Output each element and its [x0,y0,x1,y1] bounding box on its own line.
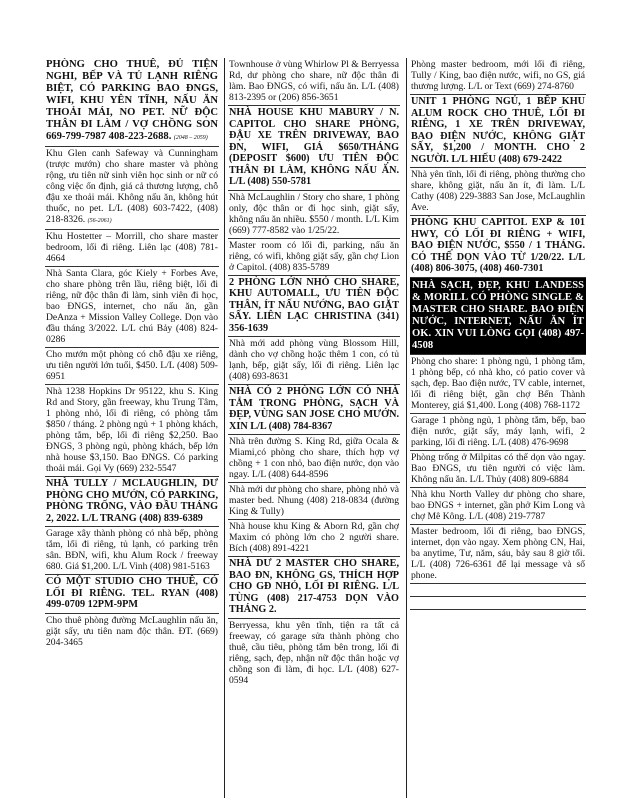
ad-item: Townhouse ở vùng Whirlow Pl & Berryessa Rd, dư phòng cho share, nữ độc thân đi làm. Bao ĐNGS, có wifi, nấu ăn. L/L (408) 813-2395 or (206) 856-3651 [229,59,399,103]
ad-item: Nhà house khu King & Aborn Rd, gần chợ Maxim có phòng lớn cho 2 người share. Bích (408) 891-4221 [229,521,399,554]
ad-item: UNIT 1 PHÒNG NGỦ, 1 BẾP KHU ALUM ROCK CHO THUÊ, LỐI ĐI RIÊNG, 1 XE TRÊN DRIVEWAY, BAO ĐIỆN NƯỚC, KHÔNG GIẶT SẤY, $1,200 / MONTH. CHO 2 NGƯỜI. L/L HIẾU (408) 679-2422 [410,94,586,167]
ad-item: Nhà Santa Clara, góc Kiely + Forbes Ave, cho share phòng trên lầu, riêng biệt, lối đi riêng, nữ độc thân đi làm, sinh viên đi học, bao ĐNGS, internet, cho nấu ăn, gần DeAnza + Mission Valley College. Dọn vào đầu tháng 3/2022. L/L chú Bảy (408) 824-0286 [46,268,218,345]
empty-slot [410,596,586,609]
ad-item: Nhà khu North Valley dư phòng cho share, bao ĐNGS + internet, gần phở Kim Long và chợ Mê Kông. L/L (408) 219-7787 [411,488,585,522]
ad-item: Nhà mới dư phòng cho share, phòng nhỏ và master bed. Nhung (408) 218-0834 (đường King & Tully) [229,484,399,517]
ad-item: NHÀ TULLY / MCLAUGHLIN, DƯ PHÒNG CHO MƯỚN, CÓ PARKING, PHÒNG TRỐNG, VÀO ĐẦU THÁNG 2, 2022. L/L TRANG (408) 839-6389 [45,476,219,526]
ad-item: PHÒNG KHU CAPITOL EXP & 101 HWY, CÓ LỐI ĐI RIÊNG + WIFI, BAO ĐIỆN NƯỚC, $550 / 1 THÁNG. CÓ THỂ DỌN VÀO TỪ 1/20/22. L/L (408) 806-3075, (408) 460-7301 [410,215,586,277]
empty-slot [410,583,586,596]
column-divider [406,58,407,798]
column-2 [228,58,400,798]
ad-item: Nhà mới add phòng vùng Blossom Hill, dành cho vợ chồng hoặc thêm 1 con, có tủ lạnh, bếp, giặt sấy, lối đi riêng. Liên lạc (408) 693-8631 [229,338,399,382]
ad-item: NHÀ HOUSE KHU MABURY / N. CAPITOL CHO SHARE PHÒNG, ĐẬU XE TRÊN DRIVEWAY, BAO ĐN, WIFI, GIÁ $650/THÁNG (DEPOSIT $600) ƯU TIÊN ĐỘC THÂN ĐI LÀM, KHÔNG NẤU ĂN. L/L (408) 550-5781 [228,105,400,190]
ad-item: Master room có lối đi, parking, nấu ăn riêng, có wifi, không giặt sấy, gần chợ Lion ở Capitol. (408) 835-5789 [229,239,399,273]
ad-item: Garage xây thành phòng có nhà bếp, phòng tắm, lối đi riêng, tủ lạnh, có parking trên sân. BĐN, wifi, khu Alum Rock / freeway 680. Giá $1,200. L/L Vinh (408) 981-5163 [46,528,218,572]
ad-item: Cho mướn một phòng có chỗ đậu xe riêng, ưu tiên người lớn tuổi, $450. L/L (408) 509-6951 [46,349,218,382]
ad-item: Master bedroom, lối đi riêng, bao ĐNGS, internet, dọn vào ngay. Xem phòng CN, Hai, ba anytime, Tư, năm, sáu, bảy sau 8 giờ tối. L/L (408) 726-6361 để lại message và số phone. [411,525,585,581]
ad-item: CÓ MỘT STUDIO CHO THUÊ, CÓ LỐI ĐI RIÊNG. TEL. RYAN (408) 499-0709 12PM-9PM [45,574,219,613]
ad-item: Khu Glen canh Safeway và Cunningham (trược mướn) cho share master và phòng rộng, ưu tiên nữ sinh viên học sinh or nữ có công việc ổn định, giá cả thương lượng, chỗ đậu xe thoải mái. Không nấu ăn, không hút thuốc, no pet. L/L (408) 603-7422, (408) 218-8326. (56-2061) [45,146,219,229]
column-divider [224,58,225,798]
ad-item: Nhà 1238 Hopkins Dr 95122, khu S. King Rd and Story, gần freeway, khu Trung Tâm, 1 phòng nhỏ, lối đi riêng, có phòng tắm $850 / tháng. 2 phòng ngủ + 1 phòng khách, phòng tắm, bếp, lối đi riêng $2,250. Bao ĐNGS, 3 phòng ngủ, phòng khách, bếp lớn nhà house $3,150. Bao ĐNGS. Có parking thoải mái. Gọi Vy (669) 232-5547 [46,386,218,474]
ad-item: Nhà McLaughlin / Story cho share, 1 phòng only, độc thân or đi học sinh, giặt sấy, không nấu ăn nhiều. $550 / month. L/L Kim (669) 777-8582 vào 1/25/22. [229,191,399,236]
ad-item: Khu Hostetter – Morrill, cho share master bedroom, lối đi riêng. Liên lạc (408) 781-4664 [46,231,218,264]
column-1 [45,58,219,798]
empty-slot [410,609,586,622]
ad-item: Phòng cho share: 1 phòng ngủ, 1 phòng tắm, 1 phòng bếp, có nhà kho, có patio cover và sạch, đẹp. Bao điện nước, TV cable, internet, lối đi riêng biệt, gần chợ Bến Thành Monterey, giá $1,400. Long (408) 768-1172 [411,355,585,411]
ad-item: Cho thuê phòng đường McLaughlin nấu ăn, giặt sấy, ưu tiên nam độc thân. ĐT. (669) 204-3465 [46,614,218,648]
ad-item: Berryessa, khu yên tĩnh, tiện ra tất cả freeway, có garage sửa thành phòng cho thuê, cầu tiêu, phòng tắm bên trong, lối đi riêng, sạch, đẹp, nhận nữ độc thân hoặc vợ chồng son đi làm, đi học. L/L (408) 627-0594 [229,619,399,686]
ad-item: Garage 1 phòng ngủ, 1 phòng tắm, bếp, bao điện nước, giặt sấy, máy lạnh, wifi, 2 parking, lối đi riêng. L/L (408) 476-9698 [411,414,585,448]
classified-page [45,58,585,798]
ad-item: Phòng master bedroom, mới lối đi riêng, Tully / King, bao điện nước, wifi, no GS, giá thương lượng. L/L or Text (669) 274-8760 [411,59,585,92]
ad-item-highlight: NHÀ SẠCH, ĐẸP, KHU LANDESS & MORILL CÓ PHÒNG SINGLE & MASTER CHO SHARE. BAO ĐIỆN NƯỚC, INTERNET, NẤU ĂN ÍT OK. XIN VUI LÒNG GỌI (408) 497-4508 [410,277,586,354]
ad-item: Nhà trên đường S. King Rd, giữa Ocala & Miami,có phòng cho share, thích hợp vợ chồng + 1 con nhỏ, bao điện nước, dọn vào ngay. L/L (408) 644-8596 [229,436,399,480]
ad-item: Nhà yên tĩnh, lối đi riêng, phòng thường cho share, không giặt, nấu ăn ít, đi làm. L/L Cathy (408) 229-3883 San Jose, McLaughlin Ave. [411,169,585,213]
ad-item: 2 PHÒNG LỚN NHỎ CHO SHARE, KHU AUTOMALL, ƯU TIÊN ĐỘC THÂN, ÍT NẤU NƯỚNG, BAO GIẶT SẤY. LIÊN LẠC CHRISTINA (341) 356-1639 [228,275,400,337]
ad-item: Phòng trống ở Milpitas có thể dọn vào ngay. Bao ĐNGS, ưu tiên người có việc làm. Không nấu ăn. L/L Thủy (408) 809-6884 [411,451,585,485]
ad-item: NHÀ CÓ 2 PHÒNG LỚN CÓ NHÀ TẮM TRONG PHÒNG, SẠCH VÀ ĐẸP, VÙNG SAN JOSE CHO MƯỚN. XIN L/L (408) 784-8367 [228,384,400,434]
ad-item: NHÀ DƯ 2 MASTER CHO SHARE, BAO ĐN, KHÔNG GS, THÍCH HỢP CHO GĐ NHỎ, LỐI ĐI RIÊNG. L/L TÙNG (408) 217-4753 DỌN VÀO THÁNG 2. [228,556,400,618]
ad-item: PHÒNG CHO THUÊ, ĐỦ TIỆN NGHI, BẾP VÀ TỦ LẠNH RIÊNG BIỆT, CÓ PARKING BAO ĐNGS, WIFI, KHU YÊN TĨNH, NẤU ĂN THOẢI MÁI, NO PET. NỮ ĐỘC THÂN ĐI LÀM / VỢ CHỒNG SON 669-799-7987 408-223-2688. (2048 – 2059) [46,59,218,142]
column-3 [410,58,586,798]
